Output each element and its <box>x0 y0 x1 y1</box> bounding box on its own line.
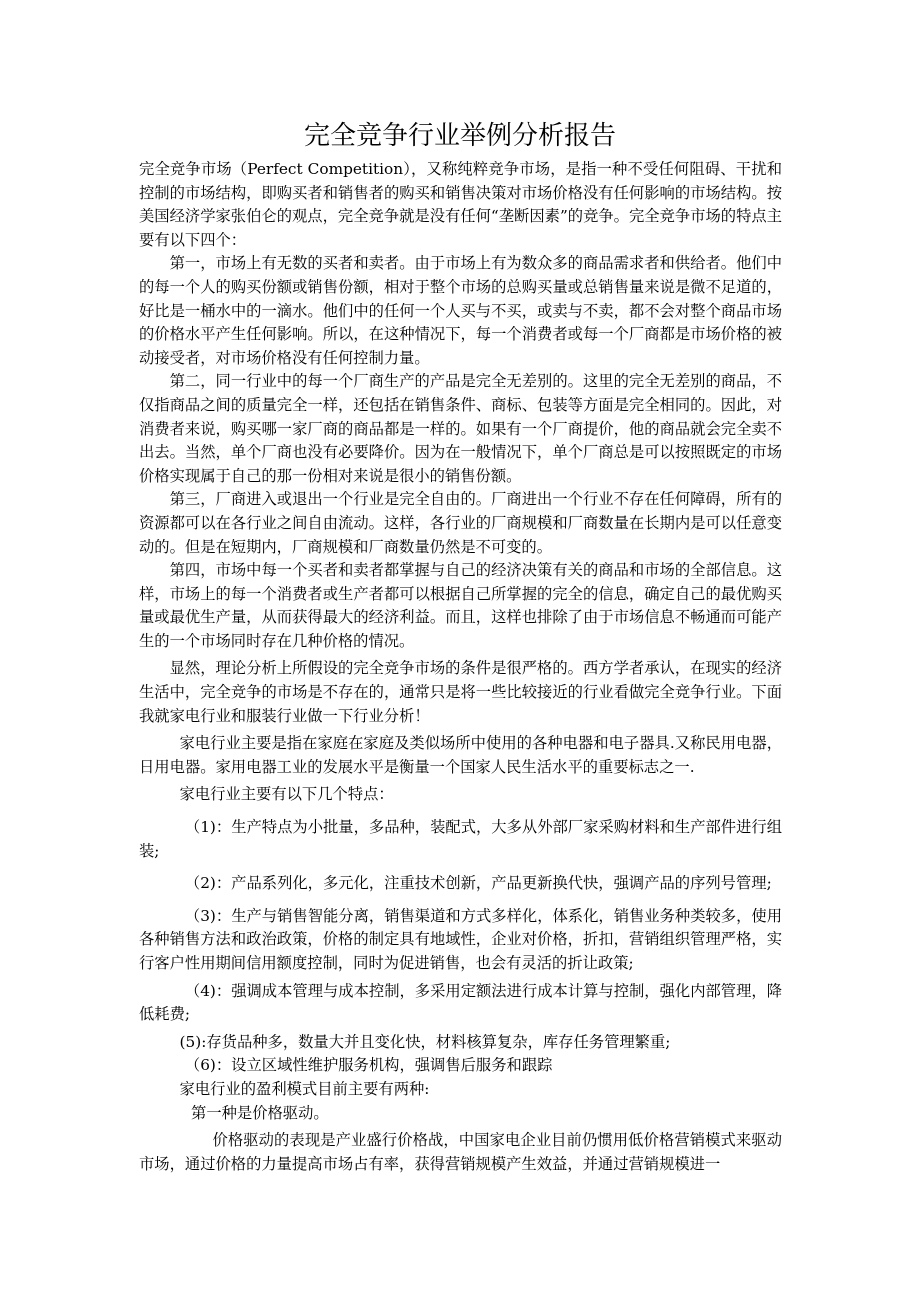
paragraph-price-driven: 价格驱动的表现是产业盛行价格战，中国家电企业目前仍惯用低价格营销模式来驱动市场，通过价格的力量提高市场占有率，获得营销规模产生效益，并通过营销规模进一 <box>139 1131 782 1173</box>
paragraph-appliance-intro: 家电行业主要是指在家庭在家庭及类似场所中使用的各种电器和电子器具.又称民用电器，日用电器。家用电器工业的发展水平是衡量一个国家人民生活水平的重要标志之一. <box>139 734 782 776</box>
paragraph-intro: 完全竞争市场（Perfect Competition），又称纯粹竞争市场，是指一种不受任何阻碍、干扰和控制的市场结构，即购买者和销售者的购买和销售决策对市场价格没有任何影响的市场结构。按美国经济学家张伯仑的观点，完全竞争就是没有任何“垄断因素”的竞争。完全竞争市场的特点主要有以下四个： <box>139 160 782 249</box>
paragraph-appliance-features-heading: 家电行业主要有以下几个特点： <box>179 785 394 804</box>
paragraph-feature-4: 第四，市场中每一个买者和卖者都掌握与自己的经济决策有关的商品和市场的全部信息。这样，市场上的每一个消费者或生产者都可以根据自己所掌握的完全的信息，确定自己的最优购买量或最优生产量，从而获得最大的经济利益。而且，这样也排除了由于市场信息不畅通而可能产生的一个市场同时存在几种价格的情况。 <box>139 561 782 650</box>
list-item-5: (5):存货品种多，数量大并且变化快，材料核算复杂，库存任务管理繁重; <box>179 1032 671 1051</box>
list-item-4: （4)：强调成本管理与成本控制，多采用定额法进行成本计算与控制，强化内部管理，降低耗费; <box>139 981 782 1024</box>
list-item-3: （3)：生产与销售智能分离，销售渠道和方式多样化，体系化，销售业务种类较多，使用各种销售方法和政治政策，价格的制定具有地域性，企业对价格，折扣，营销组织管理严格，实行客户性用期间信用额度控制，同时为促进销售，也会有灵活的折让政策; <box>139 906 782 972</box>
document-body <box>139 158 782 1176</box>
list-item-1: （1)：生产特点为小批量，多品种，装配式，大多从外部厂家采购材料和生产部件进行组装; <box>139 818 782 860</box>
paragraph-feature-1: 第一，市场上有无数的买者和卖者。由于市场上有为数众多的商品需求者和供给者。他们中的每一个人的购买份额或销售份额，相对于整个市场的总购买量或总销售量来说是微不足道的，好比是一桶水中的一滴水。他们中的任何一个人买与不买，或卖与不卖，都不会对整个商品市场的价格水平产生任何影响。所以，在这种情况下，每一个消费者或每一个厂商都是市场价格的被动接受者，对市场价格没有任何控制力量。 <box>139 254 782 367</box>
paragraph-feature-3: 第三，厂商进入或退出一个行业是完全自由的。厂商进出一个行业不存在任何障碍，所有的资源都可以在各行业之间自由流动。这样，各行业的厂商规模和厂商数量在长期内是可以任意变动的。但是在短期内，厂商规模和厂商数量仍然是不可变的。 <box>139 490 782 556</box>
list-item-6: （6)：设立区域性维护服务机构，强调售后服务和跟踪 <box>184 1056 553 1075</box>
paragraph-feature-2: 第二，同一行业中的每一个厂商生产的产品是完全无差别的。这里的完全无差别的商品，不仅指商品之间的质量完全一样，还包括在销售条件、商标、包装等方面是完全相同的。因此，对消费者来说，购买哪一家厂商的商品都是一样的。如果有一个厂商提价，他的商品就会完全卖不出去。当然，单个厂商也没有必要降价。因为在一般情况下，单个厂商总是可以按照既定的市场价格实现属于自己的那一份相对来说是很小的销售份额。 <box>139 372 782 485</box>
list-item-2: （2)：产品系列化，多元化，注重技术创新，产品更新换代快，强调产品的序列号管理; <box>184 874 772 893</box>
document-title: 完全竞争行业举例分析报告 <box>303 121 616 151</box>
paragraph-profit-models: 家电行业的盈利模式目前主要有两种: <box>179 1079 430 1098</box>
paragraph-conclusion: 显然，理论分析上所假设的完全竞争市场的条件是很严格的。西方学者承认，在现实的经济生活中，完全竞争的市场是不存在的，通常只是将一些比较接近的行业看做完全竞争行业。下面我就家电行业和服装行业做一下行业分析！ <box>139 659 782 725</box>
paragraph-model-1-heading: 第一种是价格驱动。 <box>191 1103 329 1122</box>
